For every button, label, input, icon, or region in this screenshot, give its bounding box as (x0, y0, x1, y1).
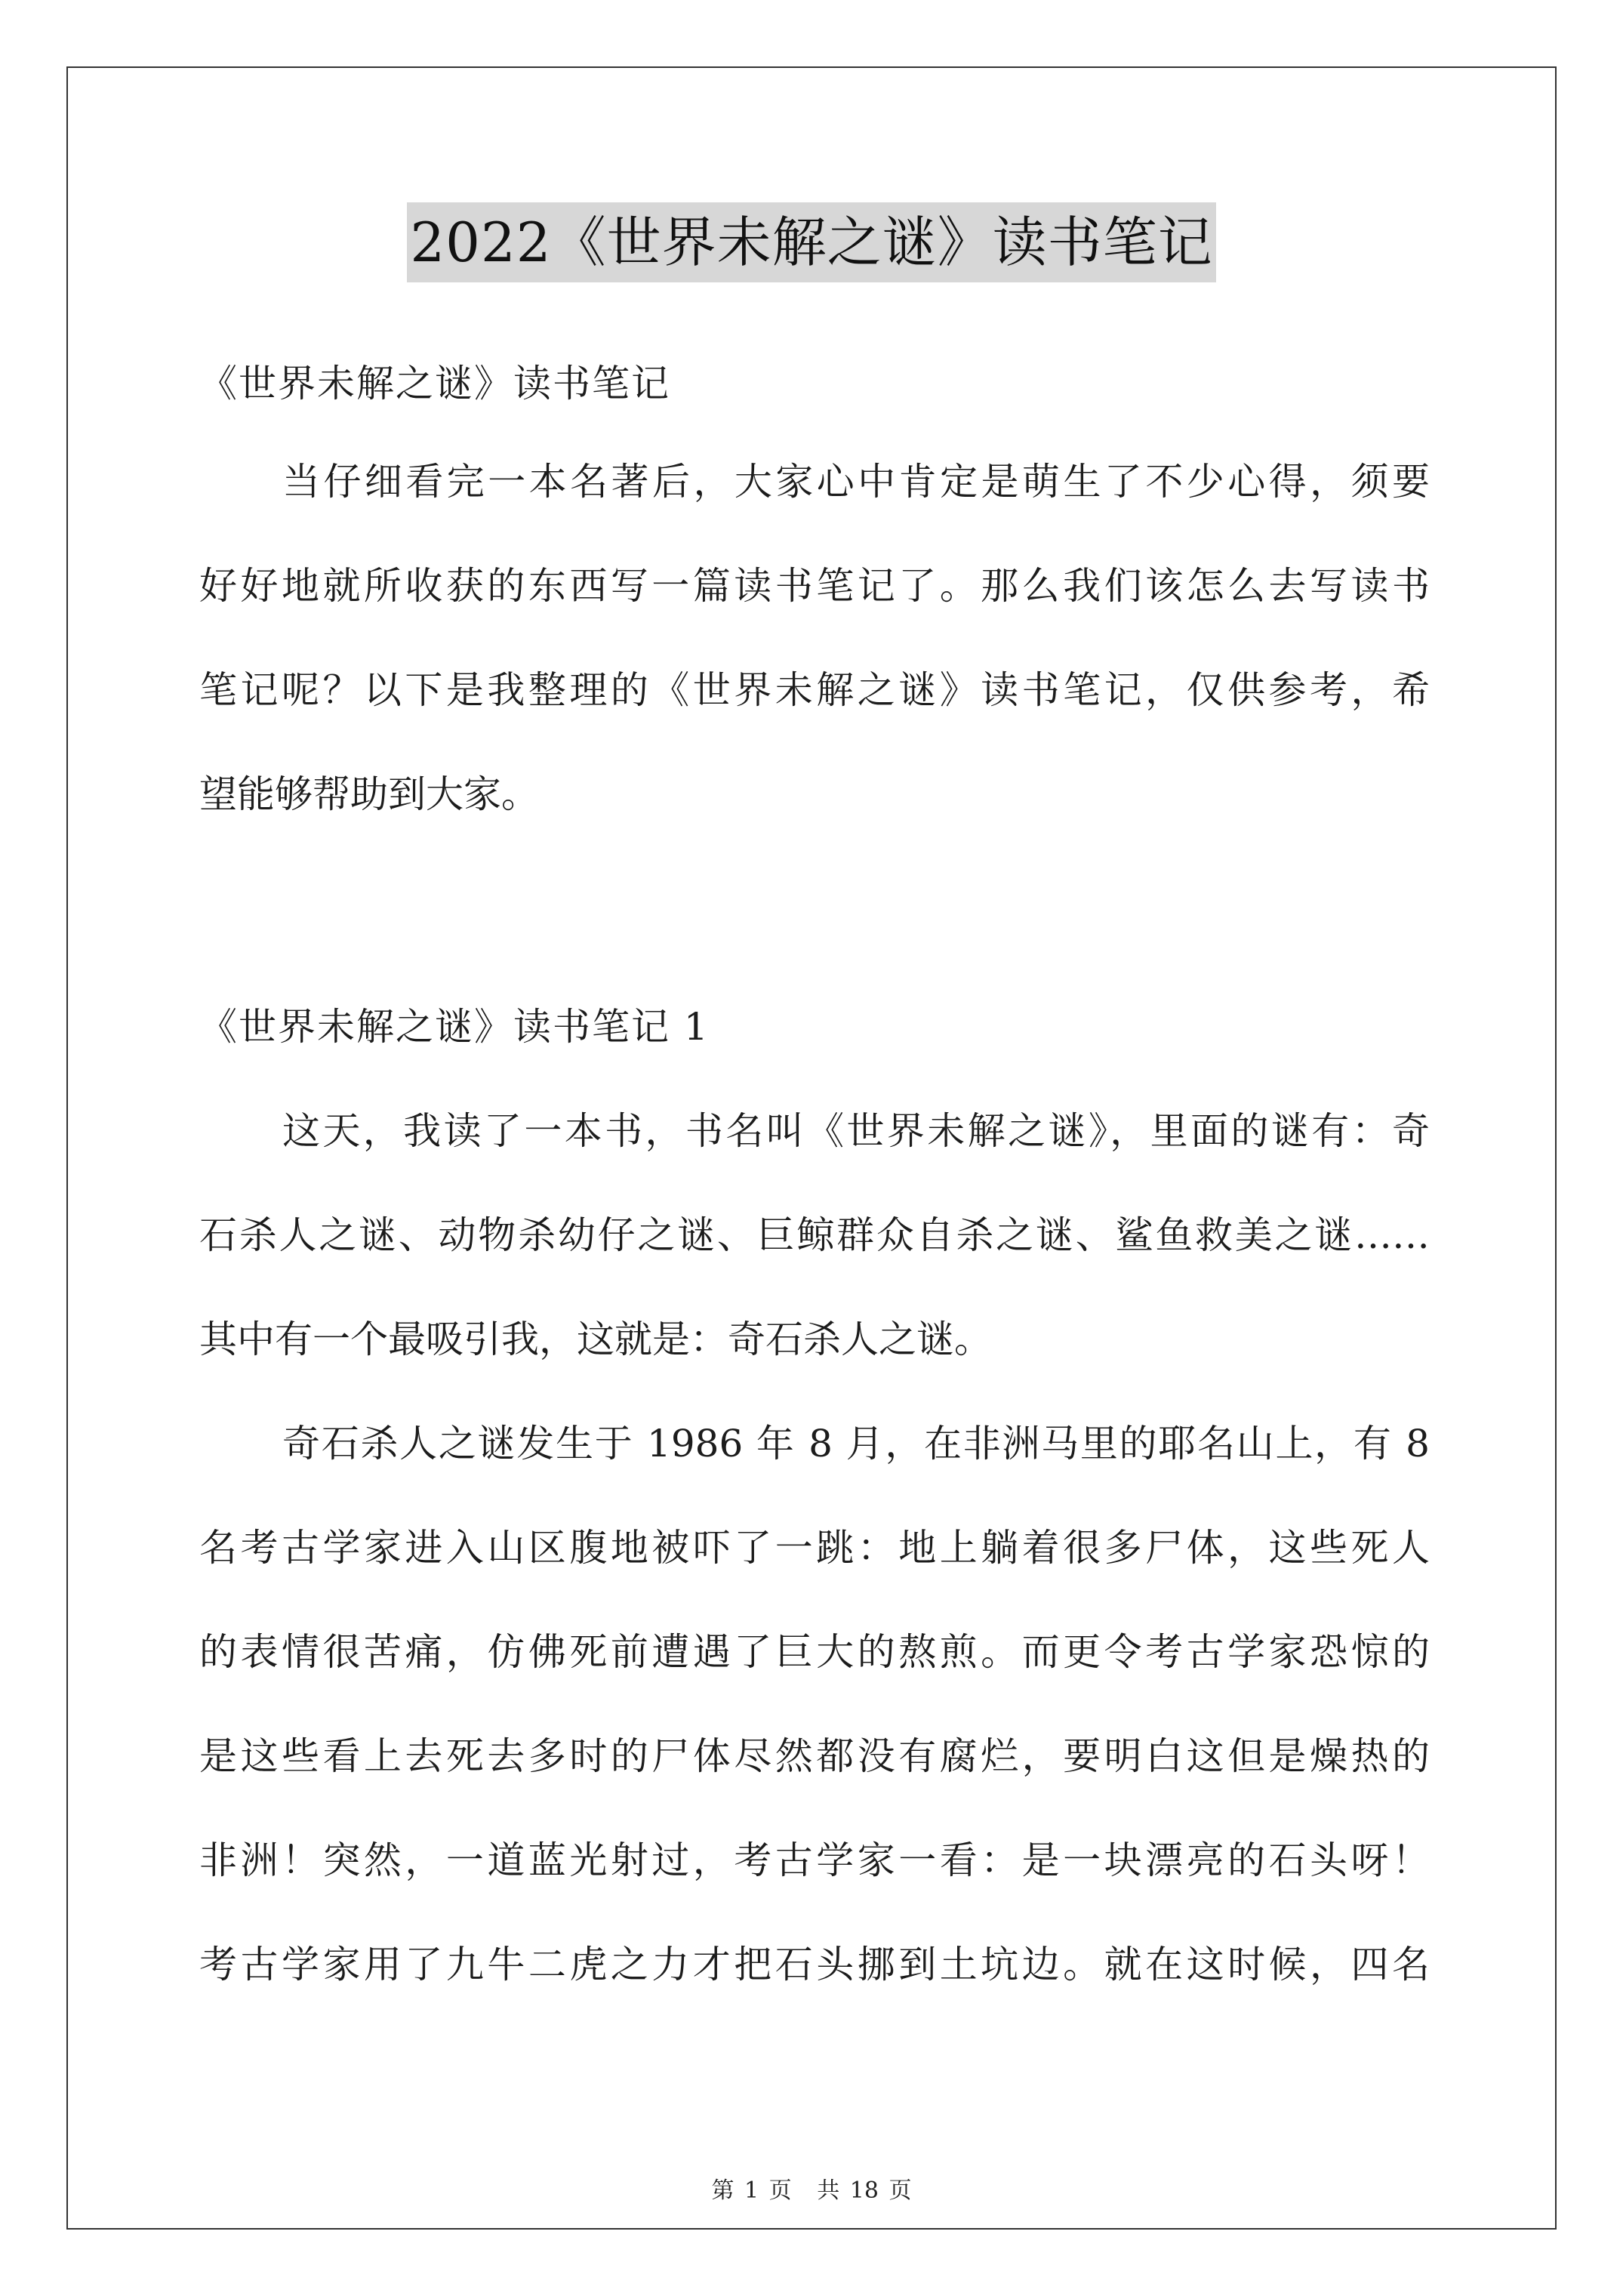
intro-line-4[interactable]: 望能够帮助到大家。 (199, 772, 539, 816)
intro-line-2[interactable]: 好好地就所收获的东西写一篇读书笔记了。那么我们该怎么去写读书 (199, 564, 1430, 608)
intro-line-3[interactable]: 笔记呢？以下是我整理的《世界未解之谜》读书笔记，仅供参考，希 (199, 668, 1430, 712)
intro-line-1[interactable]: 当仔细看完一本名著后，大家心中肯定是萌生了不少心得，须要 (282, 460, 1430, 504)
section1-p2-line-2[interactable]: 名考古学家进入山区腹地被吓了一跳：地上躺着很多尸体，这些死人 (199, 1526, 1430, 1570)
section1-p2-line-1[interactable]: 奇石杀人之谜发生于 1986 年 8 月，在非洲马里的耶名山上，有 8 (282, 1422, 1430, 1465)
intro-heading[interactable]: 《世界未解之谜》读书笔记 (199, 362, 670, 405)
section1-p2-line-6[interactable]: 考古学家用了九牛二虎之力才把石头挪到土坑边。就在这时候，四名 (199, 1943, 1430, 1986)
section1-p1-line-1[interactable]: 这天，我读了一本书，书名叫《世界未解之谜》，里面的谜有：奇 (282, 1109, 1430, 1153)
title-container (0, 202, 1623, 282)
page-total: 共 18 页 (817, 2177, 912, 2204)
document-title[interactable]: 2022《世界未解之谜》读书笔记 (407, 202, 1215, 282)
section1-p1-line-2[interactable]: 石杀人之谜、动物杀幼仔之谜、巨鲸群众自杀之谜、鲨鱼救美之谜…… (199, 1213, 1430, 1257)
section1-p2-line-4[interactable]: 是这些看上去死去多时的尸体尽然都没有腐烂，要明白这但是燥热的 (199, 1734, 1430, 1778)
section1-p2-line-3[interactable]: 的表情很苦痛，仿佛死前遭遇了巨大的熬煎。而更令考古学家恐惊的 (199, 1630, 1430, 1674)
section1-heading[interactable]: 《世界未解之谜》读书笔记 1 (199, 1005, 710, 1049)
page-number: 第 1 页 (711, 2177, 792, 2204)
section1-p1-line-3[interactable]: 其中有一个最吸引我，这就是：奇石杀人之谜。 (199, 1318, 992, 1361)
page-footer (0, 2171, 1623, 2205)
section1-p2-line-5[interactable]: 非洲！突然，一道蓝光射过，考古学家一看：是一块漂亮的石头呀！ (199, 1838, 1430, 1882)
